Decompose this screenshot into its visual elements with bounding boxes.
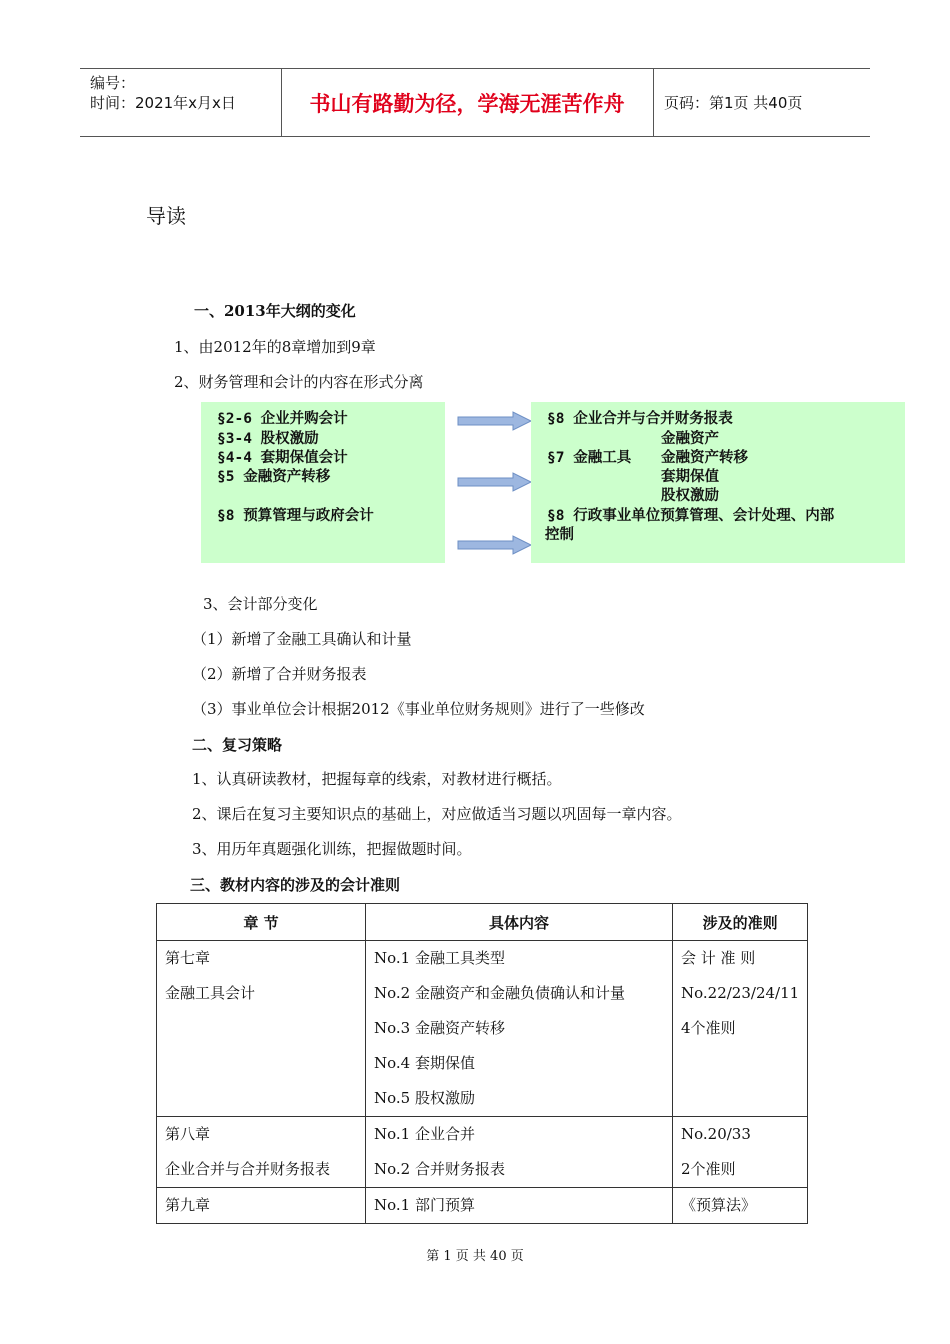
diagram-right-line: 金融资产 bbox=[661, 431, 719, 447]
diagram-right-box bbox=[531, 402, 905, 563]
cell-line: 第八章 bbox=[165, 1125, 211, 1143]
content-cell bbox=[366, 1117, 673, 1188]
cell-line: 金融工具会计 bbox=[165, 984, 256, 1002]
section3-heading: 三、教材内容的涉及的会计准则 bbox=[190, 876, 401, 894]
arrow-right-icon bbox=[457, 534, 533, 556]
diagram-left-line: §3-4 股权激励 bbox=[217, 431, 319, 447]
diagram-right-line: §8 企业合并与合并财务报表 bbox=[547, 411, 733, 427]
cell-line: No.22/23/24/11 bbox=[681, 984, 800, 1002]
section1-heading: 一、2013年大纲的变化 bbox=[194, 302, 356, 320]
standards-cell bbox=[673, 941, 808, 1117]
number-label: 编号： bbox=[90, 74, 136, 92]
diagram-right-line: 股权激励 bbox=[661, 488, 719, 504]
cell-line: 第七章 bbox=[165, 949, 211, 967]
section1-sub1: （1）新增了金融工具确认和计量 bbox=[192, 630, 412, 648]
motto: 书山有路勤为径，学海无涯苦作舟 bbox=[281, 69, 654, 136]
standards-cell bbox=[673, 1117, 808, 1188]
section1-sub3: （3）事业单位会计根据2012《事业单位财务规则》进行了一些修改 bbox=[192, 700, 645, 718]
diagram-left-line: §2-6 企业并购会计 bbox=[217, 411, 348, 427]
section2-item2: 2、课后在复习主要知识点的基础上，对应做适当习题以巩固每一章内容。 bbox=[192, 805, 682, 823]
page-info: 页码：第1页 共40页 bbox=[664, 94, 803, 112]
section2-item3: 3、用历年真题强化训练，把握做题时间。 bbox=[192, 840, 472, 858]
section1-sub2: （2）新增了合并财务报表 bbox=[192, 665, 367, 683]
document-header bbox=[80, 68, 870, 137]
chapter-cell bbox=[157, 1188, 366, 1224]
chapter-cell bbox=[157, 941, 366, 1117]
cell-line: 第九章 bbox=[165, 1196, 211, 1214]
diagram-left-line: §8 预算管理与政府会计 bbox=[217, 508, 374, 524]
header-meta-cell bbox=[80, 69, 282, 136]
diagram-left-line: §5 金融资产转移 bbox=[217, 469, 331, 485]
diagram-right-line: 控制 bbox=[545, 527, 574, 543]
diagram-right-line: 套期保值 bbox=[661, 469, 719, 485]
cell-line: No.3 金融资产转移 bbox=[374, 1019, 505, 1037]
page-title: 导读 bbox=[146, 204, 186, 228]
table-row bbox=[157, 1188, 808, 1224]
diagram-right-line: §7 金融工具 金融资产转移 bbox=[547, 450, 748, 466]
time-label: 时间：2021年x月x日 bbox=[90, 94, 236, 112]
cell-line: No.2 合并财务报表 bbox=[374, 1160, 505, 1178]
chapter-cell bbox=[157, 1117, 366, 1188]
cell-line: No.4 套期保值 bbox=[374, 1054, 475, 1072]
section2-item1: 1、认真研读教材，把握每章的线索，对教材进行概括。 bbox=[192, 770, 562, 788]
table-row bbox=[157, 1117, 808, 1188]
cell-line: 4个准则 bbox=[681, 1019, 736, 1037]
table-header: 具体内容 bbox=[366, 904, 673, 941]
cell-line: No.2 金融资产和金融负债确认和计量 bbox=[374, 984, 625, 1002]
section2-heading: 二、复习策略 bbox=[192, 736, 283, 754]
diagram-left-line: §4-4 套期保值会计 bbox=[217, 450, 348, 466]
arrow-right-icon bbox=[457, 410, 533, 432]
cell-line: No.1 金融工具类型 bbox=[374, 949, 505, 967]
cell-line: No.20/33 bbox=[681, 1125, 751, 1143]
table-row bbox=[157, 941, 808, 1117]
cell-line: No.5 股权激励 bbox=[374, 1089, 475, 1107]
cell-line: No.1 企业合并 bbox=[374, 1125, 475, 1143]
arrow-right-icon bbox=[457, 471, 533, 493]
standards-cell bbox=[673, 1188, 808, 1224]
cell-line: 企业合并与合并财务报表 bbox=[165, 1160, 331, 1178]
table-header: 涉及的准则 bbox=[673, 904, 808, 941]
cell-line: 2个准则 bbox=[681, 1160, 736, 1178]
cell-line: 会 计 准 则 bbox=[681, 949, 756, 967]
section1-item3: 3、会计部分变化 bbox=[203, 595, 318, 613]
content-cell bbox=[366, 941, 673, 1117]
cell-line: No.1 部门预算 bbox=[374, 1196, 475, 1214]
table-header: 章 节 bbox=[157, 904, 366, 941]
standards-table bbox=[156, 903, 808, 1224]
content-cell bbox=[366, 1188, 673, 1224]
diagram-left-box bbox=[201, 402, 445, 563]
page-footer: 第 1 页 共 40 页 bbox=[426, 1249, 524, 1264]
page-info-cell bbox=[654, 69, 870, 136]
cell-line: 《预算法》 bbox=[681, 1196, 757, 1214]
table-header-row bbox=[157, 904, 808, 941]
section1-item1: 1、由2012年的8章增加到9章 bbox=[174, 338, 376, 356]
diagram-right-line: §8 行政事业单位预算管理、会计处理、内部 bbox=[547, 508, 835, 524]
section1-item2: 2、财务管理和会计的内容在形式分离 bbox=[174, 373, 424, 391]
